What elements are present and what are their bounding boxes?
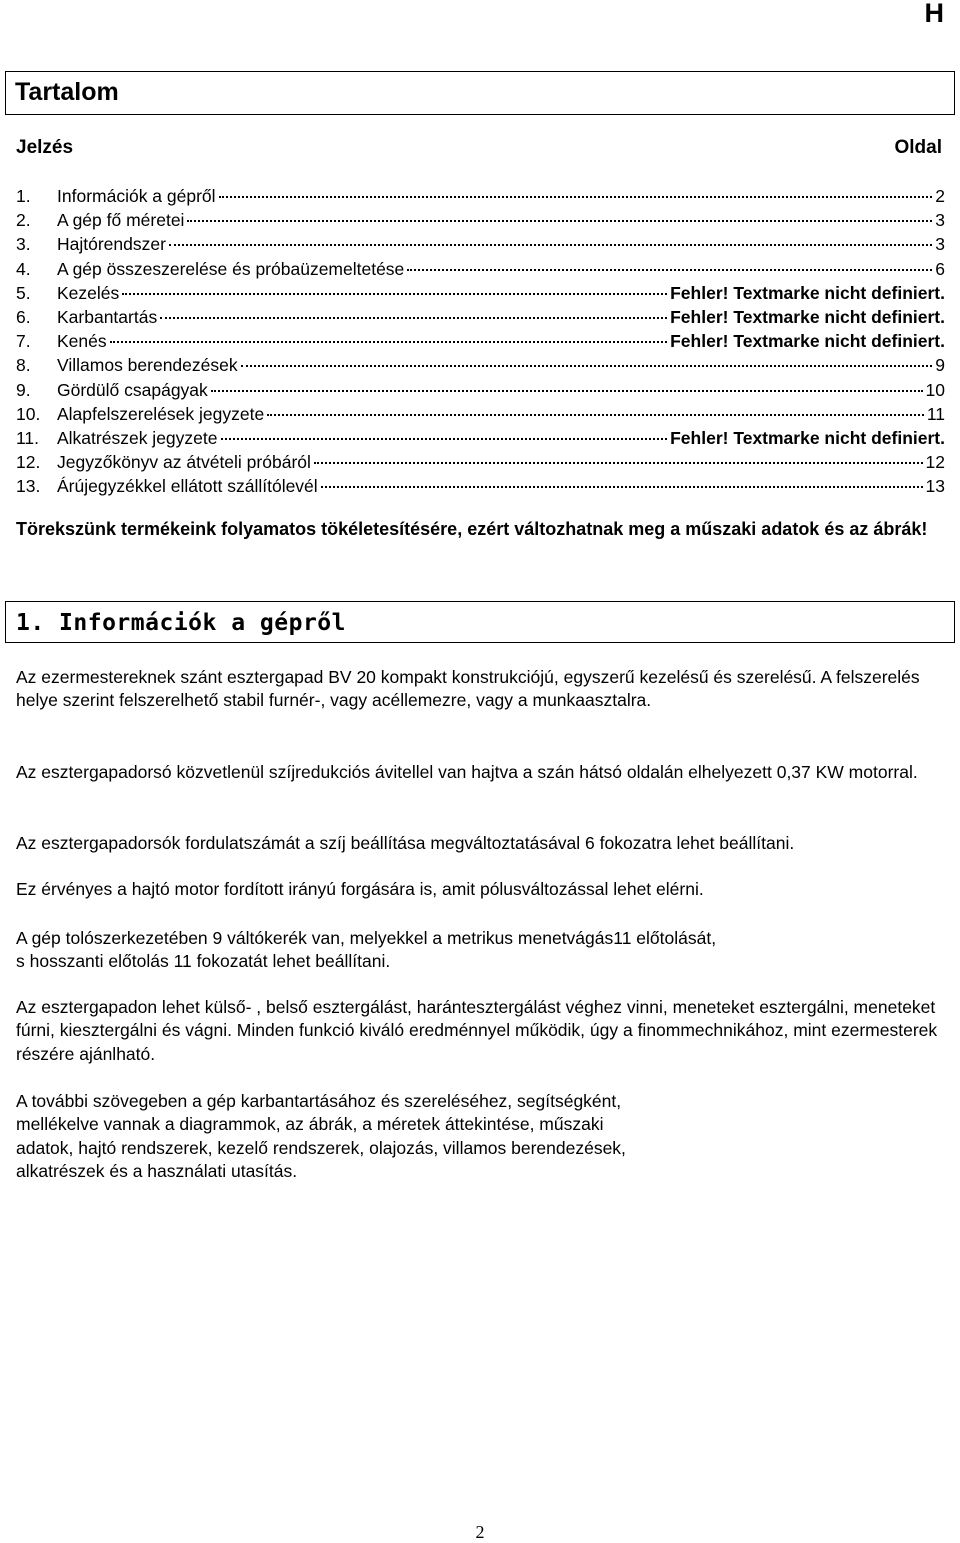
toc-entry-label: Alkatrészek jegyzete <box>57 427 218 448</box>
toc-entry-number: 2. <box>16 210 31 231</box>
paragraph-intro: Az ezermestereknek szánt esztergapad BV 20 kompakt konstrukciójú, egyszerű kezelésű és szerelésű. A felszerelés helye szerint felszerelhető stabil furnér-, vagy acéllemezre, vagy a munkaasztalra. <box>16 667 920 711</box>
toc-entry-number: 1. <box>16 186 31 206</box>
toc-entry-number: 12. <box>16 452 41 473</box>
toc-dot-leader <box>407 252 932 271</box>
paragraph-feed: A gép tolószerkezetében 9 váltókerék van, melyekkel a metrikus menetvágás11 előtolását, s hosszanti előtolás 11 fokozatát lehet beállítani. <box>16 928 717 972</box>
toc-entry-number: 10. <box>16 403 41 424</box>
toc-entry[interactable] <box>16 473 945 497</box>
page-number: 2 <box>475 1522 485 1542</box>
toc-entry-label: A gép fő méretei <box>57 210 185 231</box>
toc-entry-page: Fehler! Textmarke nicht definiert. <box>670 331 945 352</box>
paragraph-further: A további szövegeben a gép karbantartásához és szereléséhez, segítségként, mellékelve vannak a diagrammok, az ábrák, a méretek áttekintése, műszaki adatok, hajtó rendszerek, kezelő rendszerek, olajozás, villamos berendezések, alkatrészek és a használati utasítás. <box>16 1091 626 1181</box>
toc-entry-number: 8. <box>16 355 31 376</box>
toc-entry-page: 9 <box>935 355 945 376</box>
section-heading: 1. Információk a gépről <box>16 610 346 636</box>
toc-entry-label: Villamos berendezések <box>57 355 238 376</box>
toc-dot-leader <box>267 397 924 416</box>
section-heading-box <box>5 601 955 643</box>
toc-dot-leader <box>321 469 923 488</box>
toc-entry-label: Kenés <box>57 331 107 352</box>
toc-entry-page: Fehler! Textmarke nicht definiert. <box>670 282 945 303</box>
toc-header-page: Oldal <box>894 137 942 158</box>
toc-entry-label: Gördülő csapágyak <box>57 379 208 400</box>
toc-entry-label: Jegyzőkönyv az átvételi próbáról <box>57 452 311 473</box>
toc-entry-label: Karbantartás <box>57 306 158 327</box>
toc-entry-label: Kezelés <box>57 282 120 303</box>
toc-dot-leader <box>187 203 932 222</box>
notice-text: Törekszünk termékeink folyamatos tökéletesítésére, ezért változhatnak meg a műszaki adatok és az ábrák! <box>16 519 928 539</box>
toc-title: Tartalom <box>15 78 119 106</box>
toc-dot-leader <box>160 300 667 319</box>
toc-dot-leader <box>110 324 667 343</box>
toc-dot-leader <box>211 373 923 392</box>
paragraph-functions: Az esztergapadon lehet külső- , belső esztergálást, harántesztergálást véghez vinni, meneteket esztergálni, meneteket fúrni, kiesztergálni és vágni. Minden funkció kiváló eredménnyel működik, úgy a finommechnikához, mint ezermesterek részére ajánlható. <box>16 997 938 1064</box>
paragraph-reverse: Ez érvényes a hajtó motor fordított irányú forgására is, amit pólusváltozással lehet elérni. <box>16 879 704 899</box>
toc-title-box <box>5 71 955 115</box>
toc-entry-label: Információk a gépről <box>57 186 216 206</box>
toc-entry-number: 6. <box>16 306 31 327</box>
language-marker: H <box>924 0 944 28</box>
toc-entry-number: 13. <box>16 476 41 497</box>
toc-entry-number: 7. <box>16 331 31 352</box>
toc-dot-leader <box>241 348 933 367</box>
toc-entry-label: Alapfelszerelések jegyzete <box>57 403 265 424</box>
toc-entry-label: Hajtórendszer <box>57 234 166 255</box>
toc-entry-page: 13 <box>925 476 945 497</box>
table-of-contents <box>16 183 945 497</box>
toc-entry-number: 11. <box>16 427 40 448</box>
toc-entry-label: A gép összeszerelése és próbaüzemeltetése <box>57 258 405 279</box>
toc-entry-page: 12 <box>925 452 945 473</box>
toc-entry-page: Fehler! Textmarke nicht definiert. <box>670 306 945 327</box>
toc-dot-leader <box>169 227 932 246</box>
paragraph-speed: Az esztergapadorsók fordulatszámát a szíj beállítása megváltoztatásával 6 fokozatra lehet beállítani. <box>16 833 795 853</box>
toc-header-label: Jelzés <box>16 137 74 158</box>
toc-entry-page: 10 <box>925 379 945 400</box>
toc-entry-label: Árújegyzékkel ellátott szállítólevél <box>57 476 318 497</box>
toc-entry-page: Fehler! Textmarke nicht definiert. <box>670 427 945 448</box>
toc-entry-page: 3 <box>935 210 945 231</box>
paragraph-motor: Az esztergapadorsó közvetlenül szíjredukciós ávitellel van hajtva a szán hátsó oldalán elhelyezett 0,37 KW motorral. <box>16 762 918 782</box>
toc-entry-page: 6 <box>935 258 945 279</box>
toc-entry-page: 2 <box>935 186 945 206</box>
toc-dot-leader <box>122 276 667 295</box>
toc-entry-page: 3 <box>935 234 945 255</box>
toc-entry-number: 9. <box>16 379 31 400</box>
toc-entry-number: 5. <box>16 282 31 303</box>
toc-entry-page: 11 <box>926 403 945 424</box>
toc-entry-number: 3. <box>16 234 31 255</box>
toc-dot-leader <box>314 445 923 464</box>
toc-dot-leader <box>219 179 933 198</box>
toc-entry-number: 4. <box>16 258 31 279</box>
toc-dot-leader <box>221 421 668 440</box>
